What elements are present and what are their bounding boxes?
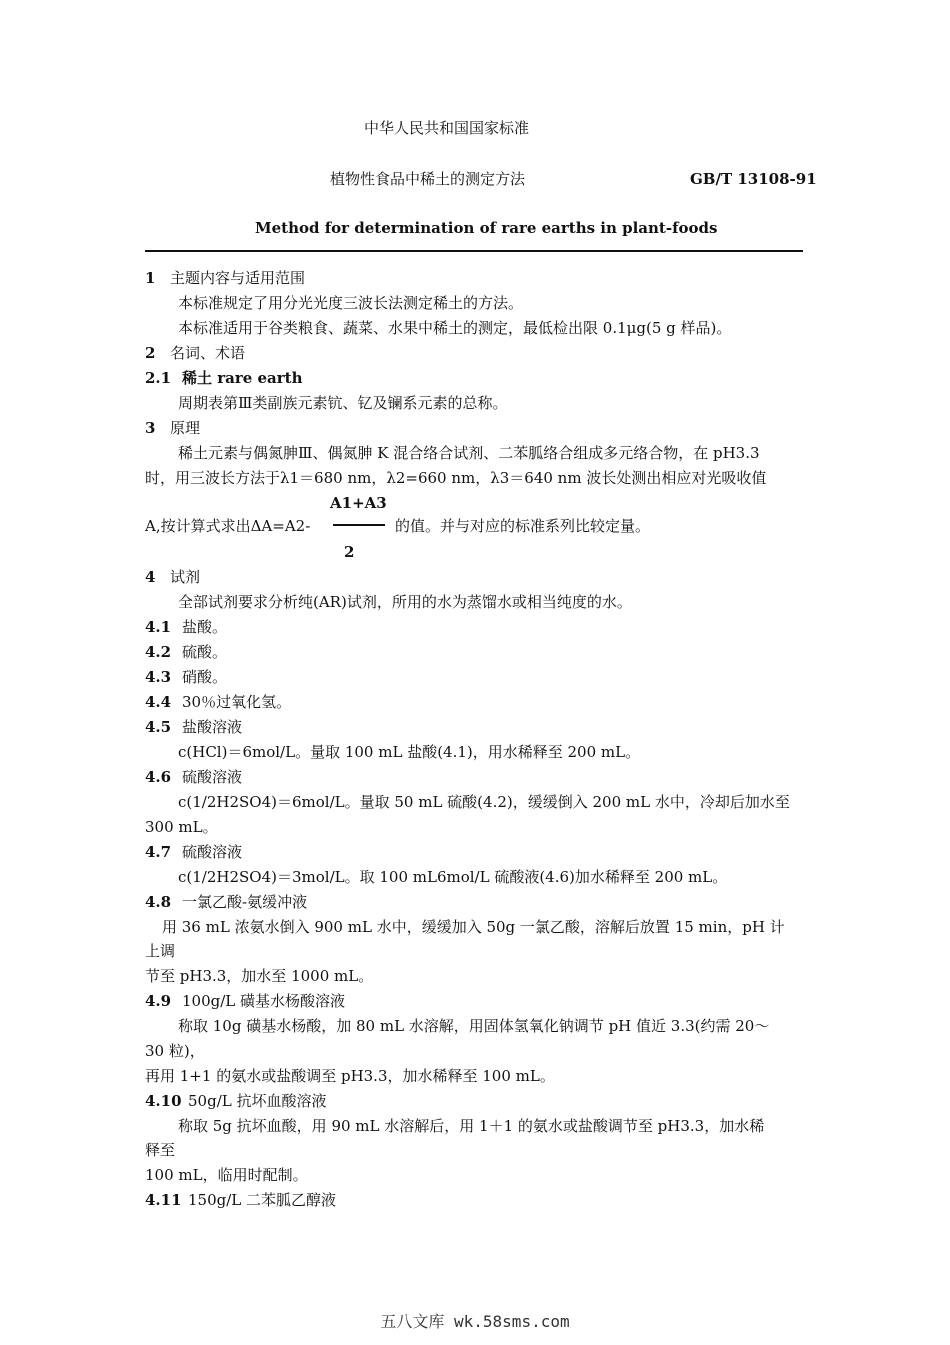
reagent-4-6-number: 4.6 <box>145 768 172 786</box>
section-4-paragraph-1: 全部试剂要求分析纯(AR)试剂，所用的水为蒸馏水或相当纯度的水。 <box>178 593 632 611</box>
reagent-4-10-number: 4.10 <box>145 1092 182 1110</box>
reagent-4-7-number: 4.7 <box>145 843 172 861</box>
reagent-4-8-number: 4.8 <box>145 893 172 911</box>
document-title-en: Method for determination of rare earths in plant-foods <box>255 219 718 237</box>
reagent-4-6-text-line-1: c(1/2H2SO4)＝6mol/L。量取 50 mL 硫酸(4.2)，缓缓倒入 200 mL 水中，冷却后加水至 <box>178 793 790 811</box>
reagent-4-5-title: 盐酸溶液 <box>182 718 243 736</box>
reagent-4-6-text-line-2: 300 mL。 <box>145 818 218 836</box>
reagent-4-8-text-line-3: 节至 pH3.3，加水至 1000 mL。 <box>145 967 374 985</box>
reagent-4-9-title: 100g/L 磺基水杨酸溶液 <box>182 992 346 1010</box>
section-4-number: 4 <box>145 568 156 586</box>
reagent-4-9-text-line-2: 30 粒)， <box>145 1042 205 1060</box>
header-rule <box>145 250 803 252</box>
reagent-4-4-title: 30％过氧化氢。 <box>182 693 292 711</box>
footer-watermark: 五八文库 wk.58sms.com <box>380 1312 570 1331</box>
reagent-4-9-number: 4.9 <box>145 992 172 1010</box>
formula-trailing-text: 的值。并与对应的标准系列比较定量。 <box>395 517 651 535</box>
reagent-4-5-text: c(HCl)＝6mol/L。量取 100 mL 盐酸(4.1)，用水稀释至 200 mL。 <box>178 743 641 761</box>
reagent-4-7-text: c(1/2H2SO4)＝3mol/L。取 100 mL6mol/L 硫酸液(4.6)加水稀释至 200 mL。 <box>178 868 728 886</box>
reagent-4-10-title: 50g/L 抗坏血酸溶液 <box>188 1092 327 1110</box>
section-2-title: 名词、术语 <box>170 344 246 362</box>
reagent-4-8-title: 一氯乙酸-氨缓冲液 <box>182 893 308 911</box>
reagent-4-3-title: 硝酸。 <box>182 668 228 686</box>
section-2-1-text: 周期表第Ⅲ类副族元素钪、钇及镧系元素的总称。 <box>178 394 508 412</box>
section-1-number: 1 <box>145 269 156 287</box>
section-4-title: 试剂 <box>170 568 201 586</box>
reagent-4-4-number: 4.4 <box>145 693 172 711</box>
section-3-number: 3 <box>145 419 156 437</box>
formula-fraction-bar <box>333 524 385 526</box>
reagent-4-7-title: 硫酸溶液 <box>182 843 243 861</box>
reagent-4-11-title: 150g/L 二苯胍乙醇液 <box>188 1191 337 1209</box>
formula-denominator: 2 <box>344 543 355 561</box>
section-1-paragraph-2: 本标准适用于谷类粮食、蔬菜、水果中稀土的测定，最低检出限 0.1μg(5 g 样品)。 <box>178 319 732 337</box>
reagent-4-1-title: 盐酸。 <box>182 618 228 636</box>
section-3-title: 原理 <box>170 419 201 437</box>
formula-lead-text: A,按计算式求出ΔA=A2- <box>145 517 311 535</box>
reagent-4-10-text-line-2: 释至 <box>145 1141 176 1159</box>
reagent-4-9-text-line-1: 称取 10g 磺基水杨酸，加 80 mL 水溶解，用固体氢氧化钠调节 pH 值近 3.3(约需 20～ <box>178 1017 770 1035</box>
section-2-number: 2 <box>145 344 156 362</box>
reagent-4-5-number: 4.5 <box>145 718 172 736</box>
section-2-1-number: 2.1 <box>145 369 172 387</box>
reagent-4-6-title: 硫酸溶液 <box>182 768 243 786</box>
reagent-4-3-number: 4.3 <box>145 668 172 686</box>
reagent-4-11-number: 4.11 <box>145 1191 182 1209</box>
section-2-1-title: 稀土 rare earth <box>182 369 303 387</box>
national-standard-heading: 中华人民共和国国家标准 <box>364 119 530 137</box>
reagent-4-10-text-line-1: 称取 5g 抗坏血酸，用 90 mL 水溶解后，用 1＋1 的氨水或盐酸调节至 pH3.3，加水稀 <box>178 1117 765 1135</box>
reagent-4-10-text-line-3: 100 mL，临用时配制。 <box>145 1166 308 1184</box>
section-3-paragraph-1: 稀土元素与偶氮胂Ⅲ、偶氮胂 K 混合络合试剂、二苯胍络合组成多元络合物，在 pH3.3 <box>178 444 760 462</box>
section-1-paragraph-1: 本标准规定了用分光光度三波长法测定稀土的方法。 <box>178 294 524 312</box>
section-1-title: 主题内容与适用范围 <box>170 269 306 287</box>
section-3-paragraph-2: 时，用三波长方法于λ1＝680 nm，λ2=660 nm，λ3＝640 nm 波长处测出相应对光吸收值 <box>145 469 767 487</box>
reagent-4-8-text-line-2: 上调 <box>145 942 176 960</box>
reagent-4-2-title: 硫酸。 <box>182 643 228 661</box>
formula-numerator: A1+A3 <box>330 494 387 512</box>
reagent-4-8-text-line-1: 用 36 mL 浓氨水倒入 900 mL 水中，缓缓加入 50g 一氯乙酸，溶解后放置 15 min，pH 计 <box>162 918 785 936</box>
reagent-4-9-text-line-3: 再用 1+1 的氨水或盐酸调至 pH3.3，加水稀释至 100 mL。 <box>145 1067 555 1085</box>
reagent-4-1-number: 4.1 <box>145 618 172 636</box>
reagent-4-2-number: 4.2 <box>145 643 172 661</box>
document-title-cn: 植物性食品中稀土的测定方法 <box>330 170 526 188</box>
standard-code: GB/T 13108-91 <box>690 170 817 188</box>
